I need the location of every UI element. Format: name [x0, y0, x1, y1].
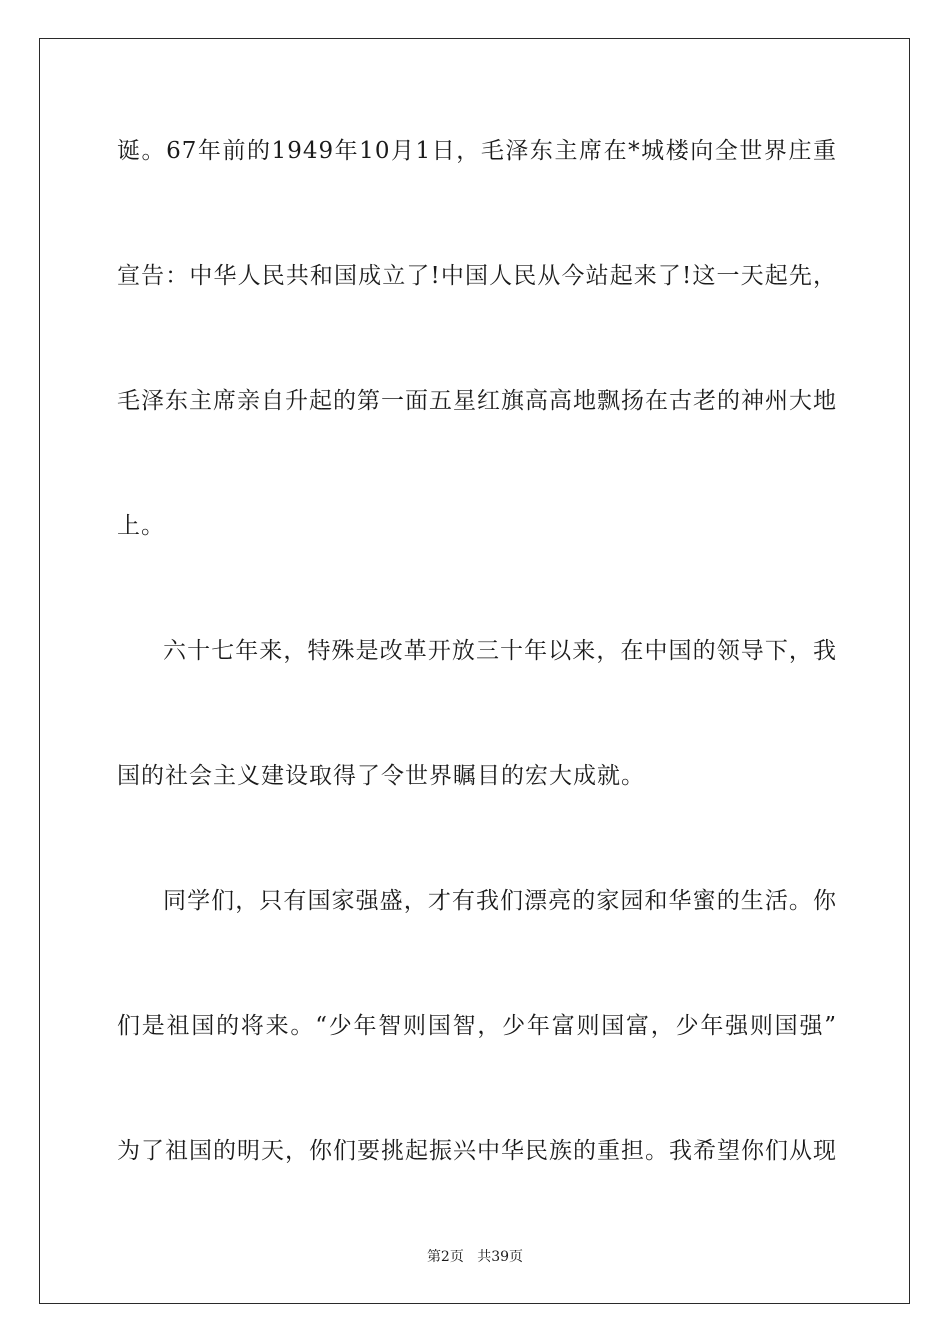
text-line: 为了祖国的明天，你们要挑起振兴中华民族的重担。我希望你们从现 [117, 1138, 837, 1164]
page-border [39, 38, 910, 1304]
text-line: 们是祖国的将来。“少年智则国智，少年富则国富，少年强则国强” [117, 1013, 837, 1039]
page-number: 第2页 [426, 1249, 464, 1265]
paragraph-first-line: 同学们，只有国家强盛，才有我们漂亮的家园和华蜜的生活。你 [163, 888, 837, 914]
text-line: 宣告：中华人民共和国成立了!中国人民从今站起来了!这一天起先， [117, 263, 837, 289]
text-line: 毛泽东主席亲自升起的第一面五星红旗高高地飘扬在古老的神州大地 [117, 388, 837, 414]
text-line: 诞。67年前的1949年10月1日，毛泽东主席在*城楼向全世界庄重 [117, 138, 837, 164]
page-footer [0, 1248, 950, 1266]
text-line: 上。 [117, 513, 165, 539]
paragraph-first-line: 六十七年来，特殊是改革开放三十年以来，在中国的领导下，我 [163, 638, 837, 664]
page-total: 共39页 [477, 1249, 524, 1265]
text-line: 国的社会主义建设取得了令世界瞩目的宏大成就。 [117, 763, 645, 789]
